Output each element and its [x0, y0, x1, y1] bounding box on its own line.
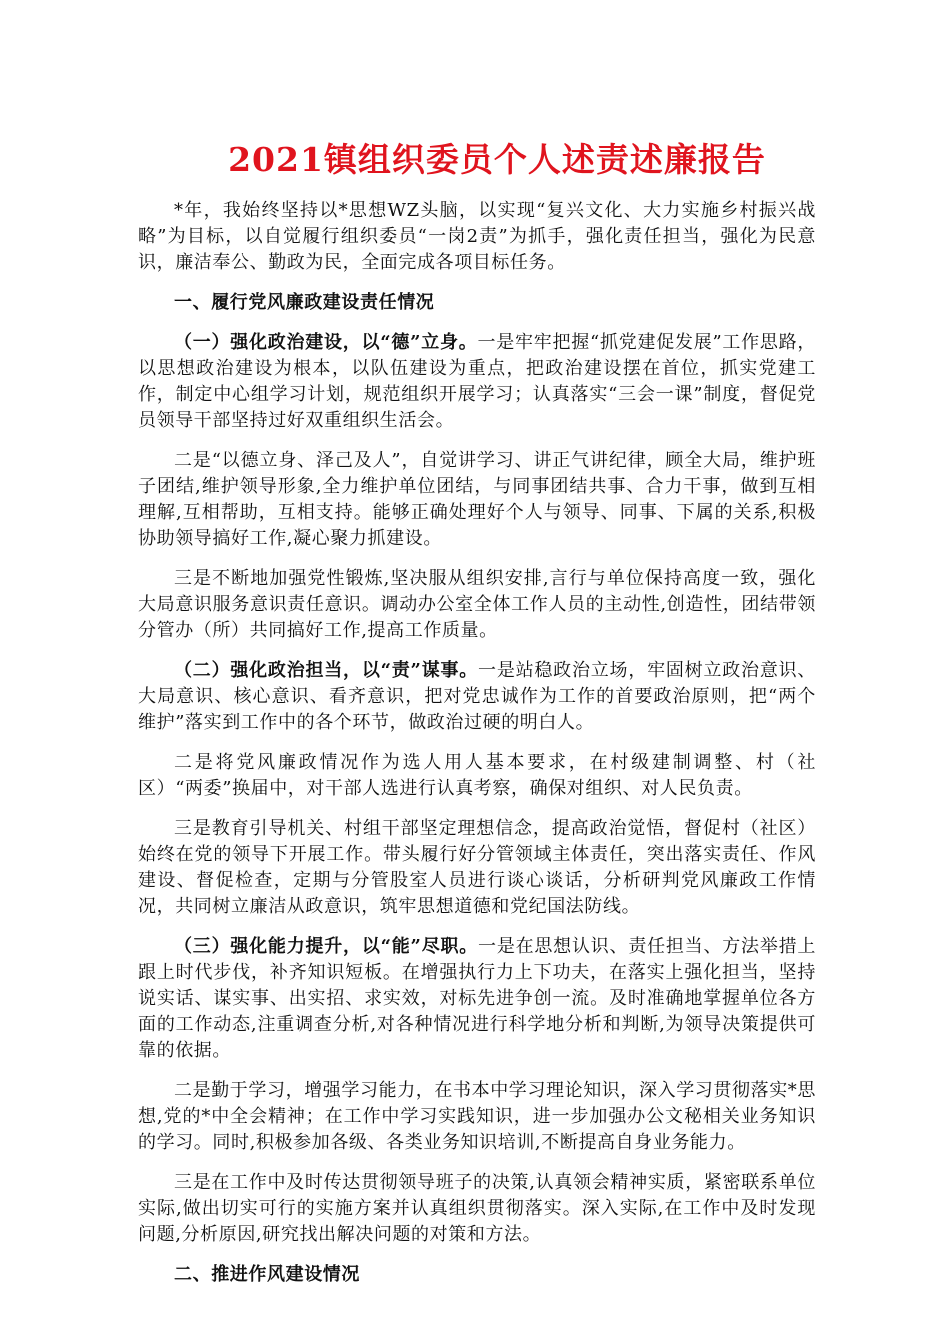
section-1-part-2-paragraph-2: 二是将党风廉政情况作为选人用人基本要求，在村级建制调整、村（社区）“两委”换届中，对干部人选进行认真考察，确保对组织、对人民负责。	[138, 752, 816, 799]
section-1-part-1-paragraph-3: 三是不断地加强党性锻炼,坚决服从组织安排,言行与单位保持高度一致，强化大局意识服务意识责任意识。调动办公室全体工作人员的主动性,创造性，团结带领分管办（所）共同搞好工作,提高工作质量。	[138, 568, 816, 641]
section-1-part-2-paragraph-3: 三是教育引导机关、村组干部坚定理想信念，提高政治觉悟，督促村（社区）始终在党的领导下开展工作。带头履行好分管领域主体责任，突出落实责任、作风建设、督促检查，定期与分管股室人员进行谈心谈话，分析研判党风廉政工作情况，共同树立廉洁从政意识，筑牢思想道德和党纪国法防线。	[138, 818, 816, 917]
section-1-part-3-paragraph-2: 二是勤于学习，增强学习能力，在书本中学习理论知识，深入学习贯彻落实*思想,党的*中全会精神；在工作中学习实践知识，进一步加强办公文秘相关业务知识的学习。同时,积极参加各级、各类业务知识培训,不断提高自身业务能力。	[138, 1080, 816, 1153]
intro-paragraph: *年，我始终坚持以*思想WZ头脑，以实现“复兴文化、大力实施乡村振兴战略”为目标，以自觉履行组织委员“一岗2责”为抓手，强化责任担当，强化为民意识，廉洁奉公、勤政为民，全面完成各项目标任务。	[138, 200, 816, 273]
section-1-part-1-paragraph	[138, 330, 816, 434]
section-1-part-3-paragraph-3: 三是在工作中及时传达贯彻领导班子的决策,认真领会精神实质，紧密联系单位实际,做出切实可行的实施方案并认真组织贯彻落实。深入实际,在工作中及时发现问题,分析原因,研究找出解决问题的对策和方法。	[138, 1172, 816, 1245]
section-1-part-1-subheading: （一）强化政治建设，以“德”立身。	[174, 332, 478, 353]
section-1-heading: 一、履行党风廉政建设责任情况	[174, 292, 435, 313]
section-1-part-2-subheading: （二）强化政治担当，以“责”谋事。	[174, 660, 479, 681]
section-1-part-3-subheading: （三）强化能力提升，以“能”尽职。	[174, 936, 479, 957]
section-2-heading: 二、推进作风建设情况	[174, 1264, 360, 1285]
section-1-part-1-text: 一是牢牢把握“抓党建促发展”工作思路，以思想政治建设为根本，以队伍建设为重点，把政治建设摆在首位，抓实党建工作，制定中心组学习计划，规范组织开展学习；认真落实“三会一课”制度，督促党员领导干部坚持过好双重组织生活会。	[138, 332, 817, 431]
section-1-part-3-paragraph	[138, 934, 816, 1064]
section-1-part-1-paragraph-2: 二是“以德立身、泽己及人”，自觉讲学习、讲正气讲纪律，顾全大局，维护班子团结,维护领导形象,全力维护单位团结，与同事团结共事、合力干事，做到互相理解,互相帮助，互相支持。能够正确处理好个人与领导、同事、下属的关系,积极协助领导搞好工作,凝心聚力抓建设。	[138, 450, 816, 549]
section-1-part-2-text: 一是站稳政治立场，牢固树立政治意识、大局意识、核心意识、看齐意识，把对党忠诚作为工作的首要政治原则，把“两个维护”落实到工作中的各个环节，做政治过硬的明白人。	[138, 660, 816, 733]
section-1-part-3-text: 一是在思想认识、责任担当、方法举措上跟上时代步伐，补齐知识短板。在增强执行力上下功夫，在落实上强化担当，坚持说实话、谋实事、出实招、求实效，对标先进争创一流。及时准确地掌握单位各方面的工作动态,注重调查分析,对各种情况进行科学地分析和判断,为领导决策提供可靠的依据。	[138, 936, 816, 1061]
document-title: 2021镇组织委员个人述责述廉报告	[228, 140, 766, 179]
section-1-part-2-paragraph	[138, 658, 816, 736]
